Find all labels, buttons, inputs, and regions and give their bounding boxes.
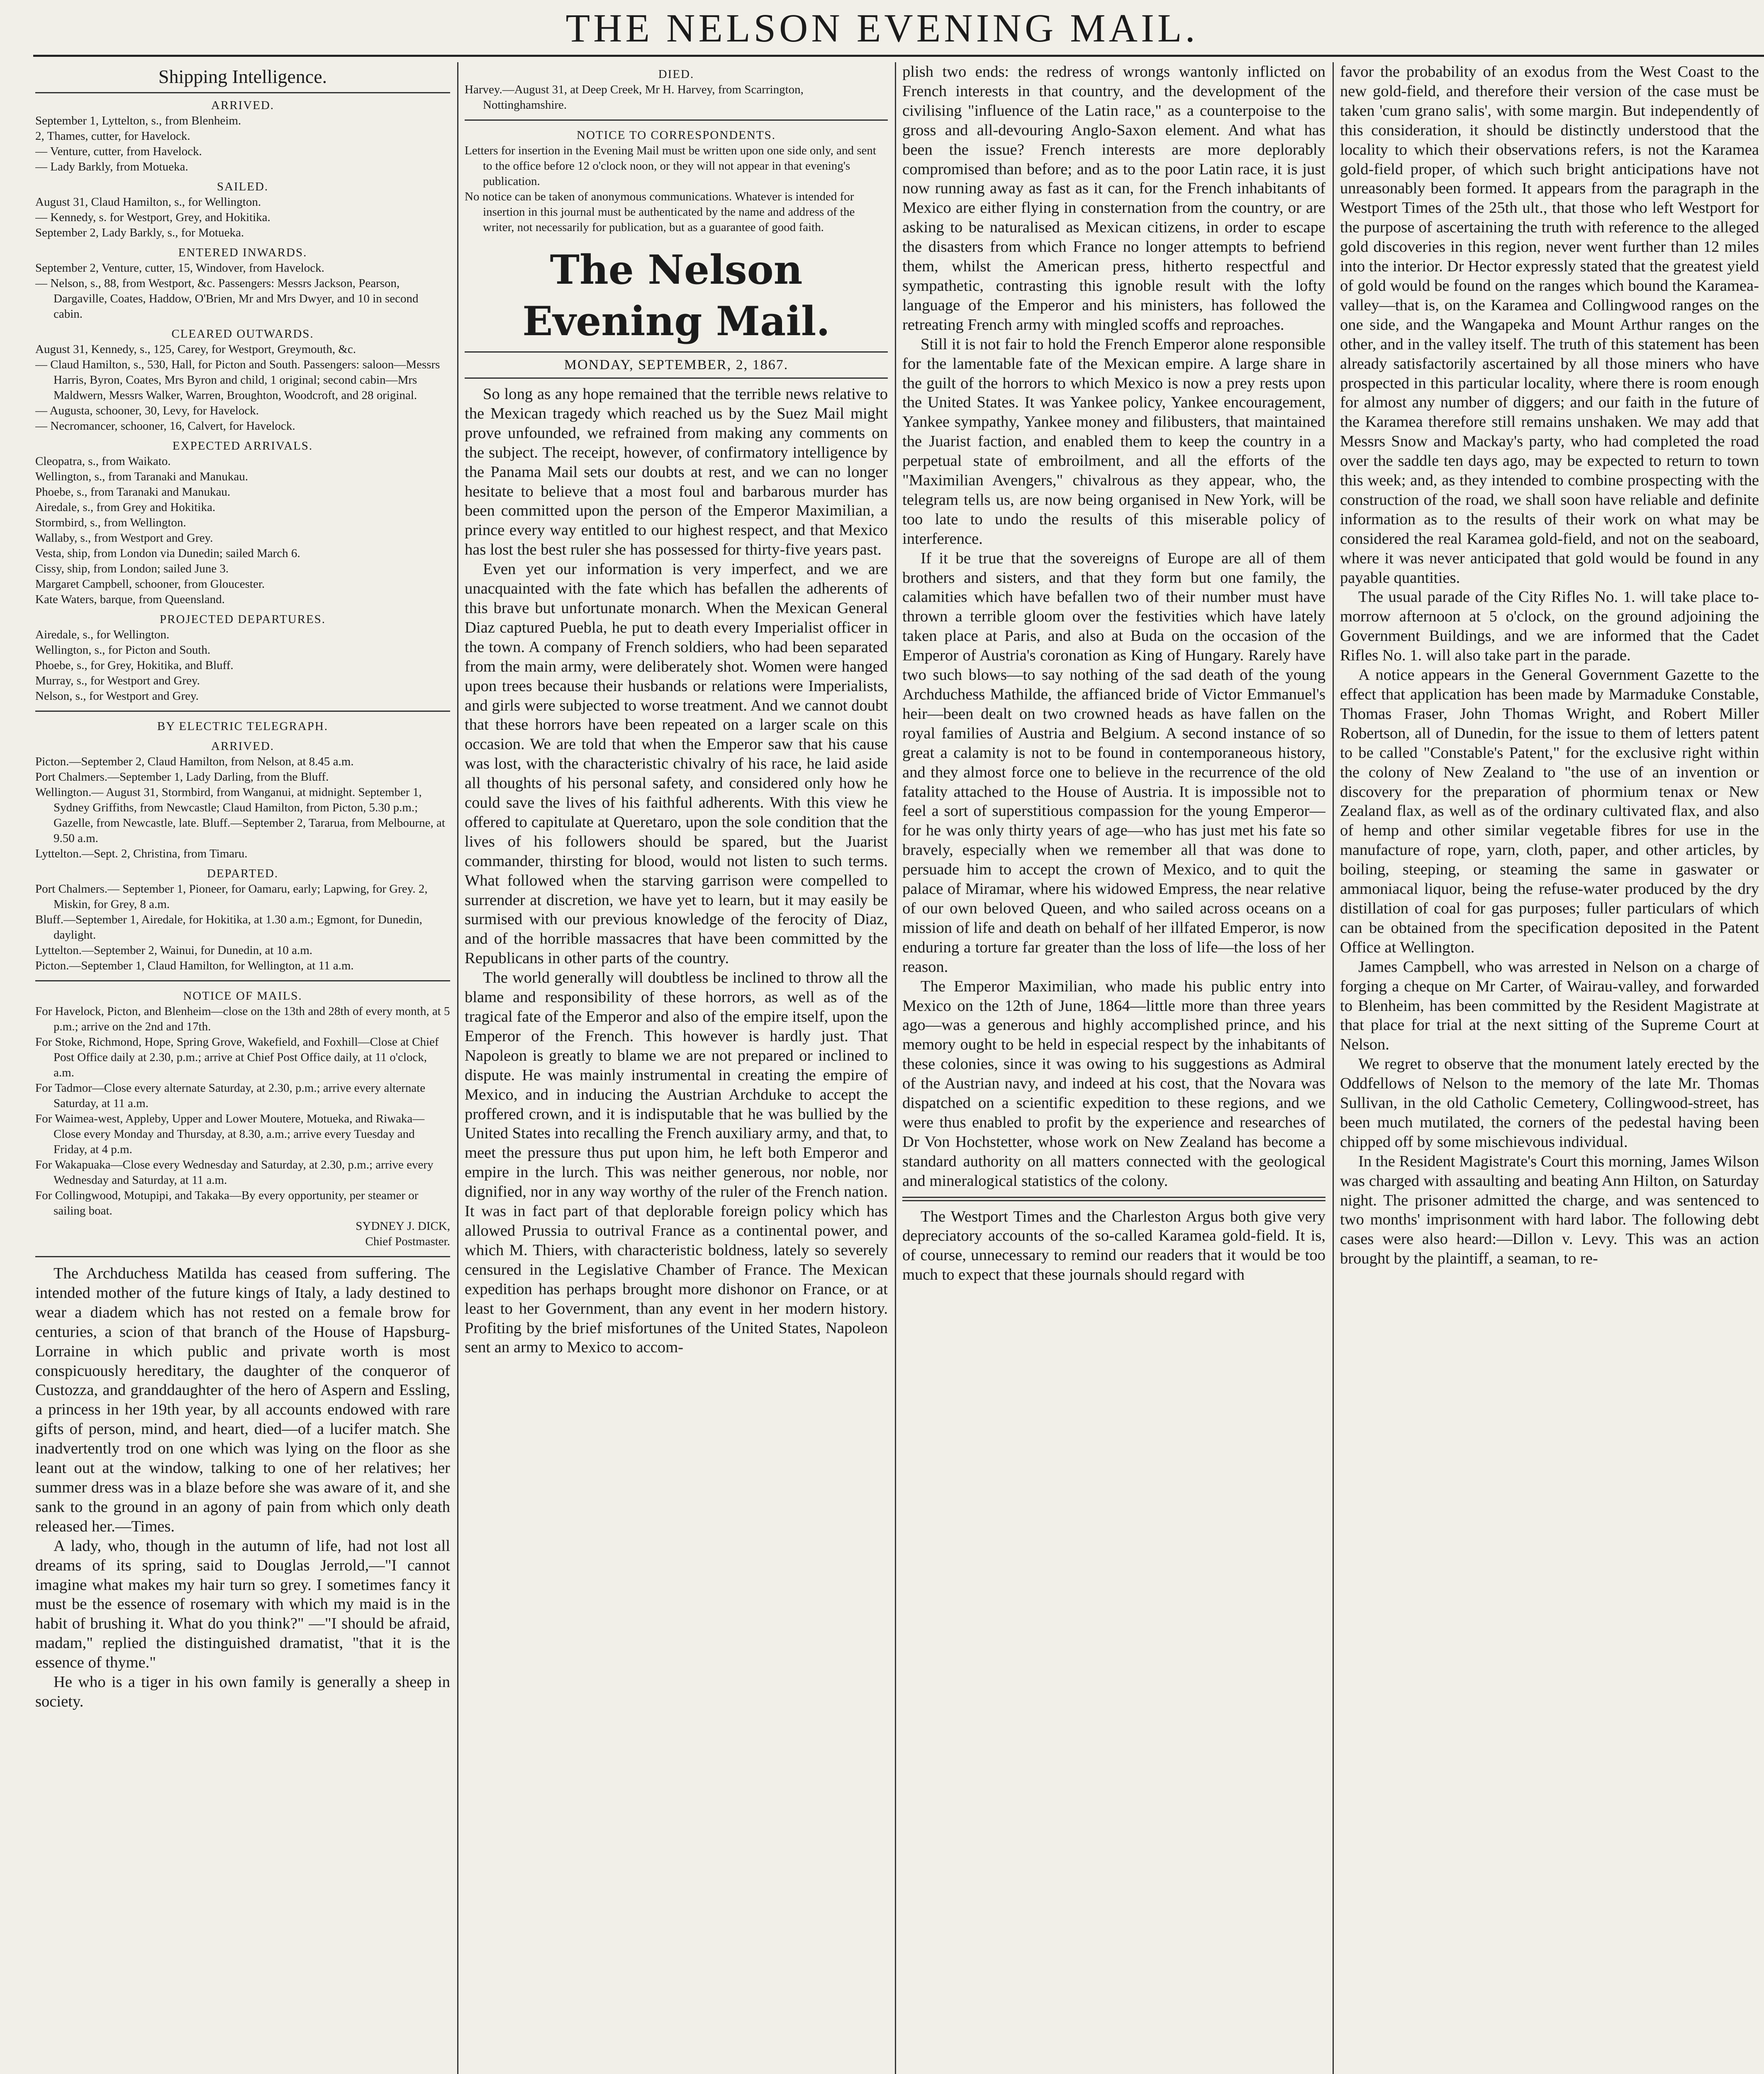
double-divider	[902, 1197, 1325, 1201]
paragraph: The Archduchess Matilda has ceased from suffering. The intended mother of the future kings of Italy, a lady destined to wear a diadem which has not rested on a female brow for centuries, a scion of that branch of the House of Hapsburg-Lorraine in which public and private worth is most conspicuously hereditary, the daughter of the conqueror of Custozza, and granddaughter of the hero of Aspern and Essling, a princess in her 19th year, by all accounts endowed with rare gifts of person, mind, and heart, died—of a lucifer match. She inadvertently trod on one which was lying on the floor as she leant out at the window, talking to one of her relatives; her summer dress was in a blaze before she was aware of it, and she sank to the ground in an agony of pain from which only death released her.—Times.	[35, 1265, 450, 1535]
small-entry: Cissy, ship, from London; sailed June 3.	[35, 562, 229, 575]
small-entry: Phoebe, s., for Grey, Hokitika, and Bluff.	[35, 659, 234, 672]
small-entry: — Claud Hamilton, s., 530, Hall, for Picton and South. Passengers: saloon—Messrs Harris, Byron, Coates, Mrs Byron and child, 1 original; second cabin—Mrs Maldwern, Messrs Walker, Warren, Broughton, Woodcroft, and 28 original.	[35, 358, 440, 402]
small-entry: Phoebe, s., from Taranaki and Manukau.	[35, 485, 231, 499]
small-entry: Murray, s., for Westport and Grey.	[35, 674, 200, 687]
subheading: DIED.	[658, 68, 694, 81]
paragraph: In the Resident Magistrate's Court this morning, James Wilson was charged with assaulting and beating Ann Hilton, on Saturday night. The prisoner admitted the charge, and was sentenced to two months' imprisonment with hard labor. The following debt cases were also heard:—Dillon v. Levy. This was an action brought by the plaintiff, a seaman, to re-	[1340, 1152, 1759, 1268]
subheading: PROJECTED DEPARTURES.	[159, 613, 326, 626]
small-entry: Port Chalmers.—September 1, Lady Darling, from the Bluff.	[35, 770, 329, 784]
paragraph: A notice appears in the General Government Gazette to the effect that application has been made by Marmaduke Constable, Thomas Fraser, John Thomas Wright, and Robert Miller Robertson, all of Dunedin, for the issue to them of letters patent to be called "Constable's Patent," for the exclusive right within the colony of New Zealand to "the use of an invention or discovery for the preparation of phormium tenax or New Zealand flax, as well as of the ordinary cultivated flax, and also of hemp and other similar vegetable fibres for use in the manufacture of rope, yarn, cloth, paper, and other articles, by boiling, steeping, or steaming the same in gaswater or ammoniacal liquor, being the refuse-water produced by the dry distillation of coal for gas purposes; fuller particulars of which can be obtained from the specification deposited in the Patent Office at Wellington.	[1340, 666, 1759, 956]
small-entry: September 2, Venture, cutter, 15, Windover, from Havelock.	[35, 261, 324, 275]
small-entry: — Necromancer, schooner, 16, Calvert, for Havelock.	[35, 419, 295, 433]
column-4	[1340, 62, 1759, 2074]
subheading: ARRIVED.	[211, 99, 275, 112]
paragraph: Even yet our information is very imperfect, and we are unacquainted with the fate which has befallen the adherents of this brave but unfortunate monarch. When the Mexican General Diaz captured Puebla, he put to death every Imperialist officer in the town. A company of French soldiers, who had been separated from the main army, were deliberately shot. Women were hanged upon trees because their husbands or relations were Imperialists, and girls were subjected to worse treatment. And we cannot doubt that these horrors have been repeated on a larger scale on this occasion. We are told that when the Emperor saw that his cause was lost, with the characteristic chivalry of his race, he laid aside all thoughts of his personal safety, and considered only how he could save the lives of his faithful adherents. With this view he offered to capitulate at Queretaro, upon the sole condition that the lives of his followers should be spared, but the Juarist commander, thirsting for blood, would not listen to such terms. What followed when the starving garrison were compelled to surrender at discretion, we have yet to learn, but it may easily be surmised with our previous knowledge of the ferocity of Diaz, and of the horrible massacres that have been committed by the Republicans in other parts of the country.	[465, 560, 888, 967]
subheading: BY ELECTRIC TELEGRAPH.	[157, 720, 329, 733]
small-entry: Harvey.—August 31, at Deep Creek, Mr H. Harvey, from Scarrington, Nottinghamshire.	[465, 83, 804, 112]
small-entry: September 2, Lady Barkly, s., for Motueka.	[35, 226, 244, 239]
small-entry: No notice can be taken of anonymous communications. Whatever is intended for insertion in this journal must be authenticated by the name and address of the writer, not necessarily for publication, but as a guarantee of good faith.	[465, 190, 855, 234]
small-entry: Wellington, s., for Picton and South.	[35, 643, 211, 657]
divider	[465, 119, 888, 121]
column-divider	[895, 62, 896, 2074]
paragraph: The usual parade of the City Rifles No. 1. will take place to-morrow afternoon at 5 o'clock, on the ground adjoining the Government Buildings, and we are informed that the Cadet Rifles No. 1. will also take part in the parade.	[1340, 588, 1759, 665]
dateline: MONDAY, SEPTEMBER, 2, 1867.	[465, 351, 888, 379]
paragraph: We regret to observe that the monument lately erected by the Oddfellows of Nelson to the memory of the late Mr. Thomas Sullivan, in the old Catholic Cemetery, Collingwood-street, has been much mutilated, the corners of the pedestal having been chipped off by some mischievous individual.	[1340, 1055, 1759, 1151]
small-entry: — Venture, cutter, from Havelock.	[35, 145, 202, 158]
column-3	[902, 62, 1325, 2074]
column-2	[465, 62, 888, 2074]
subheading: ARRIVED.	[211, 740, 275, 753]
paragraph: He who is a tiger in his own family is generally a sheep in society.	[35, 1673, 450, 1710]
signature-line: SYDNEY J. DICK,	[356, 1220, 450, 1233]
paragraph: The Westport Times and the Charleston Argus both give very depreciatory accounts of the so-called Karamea gold-field. It is, of course, unnecessary to remind our readers that it would be too much to expect that these journals should regard with	[902, 1207, 1325, 1284]
column-divider	[1333, 62, 1334, 2074]
small-entry: Nelson, s., for Westport and Grey.	[35, 689, 199, 703]
small-entry: Bluff.—September 1, Airedale, for Hokitika, at 1.30 a.m.; Egmont, for Dunedin, daylight.	[35, 913, 422, 942]
small-entry: 2, Thames, cutter, for Havelock.	[35, 129, 190, 143]
small-entry: Wellington.— August 31, Stormbird, from Wanganui, at midnight. September 1, Sydney Griffiths, from Newcastle; Claud Hamilton, from Picton, 5.30 p.m.; Gazelle, from Newcastle, late. Bluff.—September 2, Tararua, from Melbourne, at 9.50 a.m.	[35, 786, 445, 845]
small-entry: For Stoke, Richmond, Hope, Spring Grove, Wakefield, and Foxhill—Close at Chief Post Office daily at 2.30, p.m.; arrive at Chief Post Office daily, at 11 o'clock, a.m.	[35, 1035, 439, 1079]
small-entry: — Lady Barkly, from Motueka.	[35, 160, 188, 173]
paragraph: favor the probability of an exodus from the West Coast to the new gold-field, and therefore their version of the case must be taken 'cum grano salis', with some margin. But independently of this consideration, it should be distinctly understood that the locality to which their observations refers, is not the Karamea gold-field proper, of which such bright anticipations have not unreasonably been formed. It appears from the paragraph in the Westport Times of the 25th ult., that those who left Westport for the purpose of ascertaining the truth with reference to the alleged gold discoveries in this region, never went further than 12 miles into the interior. Dr Hector expressly stated that the greatest yield of gold would be found on the ranges which bound the Karamea-valley—that is, on the Karamea and Collingwood ranges on the one side, and the Wangapeka and Mount Arthur ranges on the other, and in the valley itself. The truth of this statement has been already satisfactorily ascertained by all those miners who have prospected in this particular locality, where there is room enough for almost any number of diggers; and our faith in the future of the Karamea therefore still remains unshaken. We may add that Messrs Snow and Mackay's party, who had completed the road over the saddle ten days ago, may be expected to return to town this week; and, as they intended to combine prospecting with the construction of the road, we shall soon have reliable and definite information as to the results of their work on what may be considered the real Karamea gold-field, and not on the seaboard, where it was never anticipated that gold would be found in any payable quantities.	[1340, 63, 1759, 587]
small-entry: Vesta, ship, from London via Dunedin; sailed March 6.	[35, 547, 300, 560]
small-entry: For Collingwood, Motupipi, and Takaka—By every opportunity, per steamer or sailing boat.	[35, 1189, 419, 1217]
small-entry: Margaret Campbell, schooner, from Gloucester.	[35, 577, 265, 591]
paragraph: The world generally will doubtless be inclined to throw all the blame and responsibility of these horrors, as well as of the tragical fate of the Emperor and also of the empire itself, upon the Emperor of the French. This however is hardly just. That Napoleon is greatly to blame we are not prepared or inclined to dispute. He was mainly instrumental in creating the empire of Mexico, and in inducing the Austrian Archduke to accept the proffered crown, and it is indisputable that he was bullied by the United States into recalling the French auxiliary army, and that, to meet the pressure thus put upon him, he left both Emperor and empire in the lurch. This was neither generous, nor noble, nor dignified, nor in any way worthy of the ruler of the French nation. It was in fact part of that deplorable foreign policy which has allowed Prussia to outrival France as a continental power, and which M. Thiers, with characteristic boldness, lately so severely censured in the Legislative Chamber of France. The Mexican expedition has perhaps brought more dishonor on France, or at least to her Government, than any event in her modern history. Profiting by the brief misfortunes of the United States, Napoleon sent an army to Mexico to accom-	[465, 969, 888, 1356]
subheading: CLEARED OUTWARDS.	[171, 327, 314, 341]
small-entry: Picton.—September 2, Claud Hamilton, from Nelson, at 8.45 a.m.	[35, 755, 354, 768]
small-entry: Cleopatra, s., from Waikato.	[35, 455, 171, 468]
small-entry: Stormbird, s., from Wellington.	[35, 516, 186, 529]
newspaper-title: The Nelson Evening Mail.	[522, 246, 830, 345]
small-entry: Picton.—September 1, Claud Hamilton, for Wellington, at 11 a.m.	[35, 959, 354, 972]
small-entry: August 31, Kennedy, s., 125, Carey, for Westport, Greymouth, &c.	[35, 343, 356, 356]
masthead: THE NELSON EVENING MAIL.	[565, 6, 1199, 50]
paragraph: plish two ends: the redress of wrongs wantonly inflicted on French interests in that country, and the development of the civilising "influence of the Latin race," as a counterpoise to the gross and all-devouring Anglo-Saxon element. And what has been the issue? French interests are more deplorably compromised than before; and as to the poor Latin race, it is just now running away as fast as it can, for the French inhabitants of Mexico are either flying in consternation from the country, or are asking to be naturalised as Mexican citizens, in order to escape the disasters from which France no longer attempts to befriend them, whilst the American press, hitherto respectful and sympathetic, contrasting this ignoble result with the lofty language of the Emperor and his ministers, has followed the retreating French army with mingled scoffs and reproaches.	[902, 63, 1325, 333]
small-entry: Letters for insertion in the Evening Mail must be written upon one side only, and sent to the office before 12 o'clock noon, or they will not appear in that evening's publication.	[465, 144, 876, 188]
small-entry: For Tadmor—Close every alternate Saturday, at 2.30, p.m.; arrive every alternate Saturday, at 11 a.m.	[35, 1081, 426, 1110]
small-entry: September 1, Lyttelton, s., from Blenheim.	[35, 114, 241, 127]
paragraph: So long as any hope remained that the terrible news relative to the Mexican tragedy which reached us by the Suez Mail might prove unfounded, we refrained from making any comments on the subject. The receipt, however, of confirmatory intelligence by the Panama Mail sets our doubts at rest, and we can no longer hesitate to believe that a most foul and barbarous murder has been committed upon the person of the Emperor Maximilian, a prince every way entitled to our highest respect, and that Mexico has lost the best ruler she has possessed for thirty-five years past.	[465, 385, 888, 559]
small-entry: For Wakapuaka—Close every Wednesday and Saturday, at 2.30, p.m.; arrive every Wednesday and Saturday, at 11 a.m.	[35, 1158, 434, 1187]
paragraph: The Emperor Maximilian, who made his public entry into Mexico on the 12th of June, 1864—little more than three years ago—was a generous and highly accomplished prince, and his memory ought to be held in especial respect by the inhabitants of these colonies, since it was owing to his suggestions as Admiral of the Austrian navy, and indeed at his cost, that the Novara was dispatched on a scientific expedition to these regions, and we were thus enabled to profit by the experience and researches of Dr Von Hochstetter, whose work on New Zealand has become a standard authority on all matters connected with the geological and mineralogical statistics of the colony.	[902, 977, 1325, 1190]
subheading: ENTERED INWARDS.	[178, 246, 307, 259]
paragraph: James Campbell, who was arrested in Nelson on a charge of forging a cheque on Mr Carter, of Wairau-valley, and forwarded to Blenheim, has been committed by the Resident Magistrate at that place for trial at the next sitting of the Supreme Court at Nelson.	[1340, 958, 1759, 1054]
small-entry: Lyttelton.—Sept. 2, Christina, from Timaru.	[35, 847, 248, 860]
paragraph: A lady, who, though in the autumn of life, had not lost all dreams of its spring, said to Douglas Jerrold,—"I cannot imagine what makes my hair turn so grey. I sometimes fancy it must be the essence of rosemary with which my maid is in the habit of brushing it. What do you think?" —"I should be afraid, madam," replied the distinguished dramatist, "that it is the essence of thyme."	[35, 1537, 450, 1672]
small-entry: For Waimea-west, Appleby, Upper and Lower Moutere, Motueka, and Riwaka—Close every Monday and Thursday, at 8.30, a.m.; arrive every Tuesday and Friday, at 4 p.m.	[35, 1112, 425, 1156]
subheading: EXPECTED ARRIVALS.	[172, 439, 313, 453]
small-entry: — Augusta, schooner, 30, Levy, for Havelock.	[35, 404, 259, 417]
column-divider	[457, 62, 458, 2074]
column-1	[35, 62, 450, 2074]
subheading: SAILED.	[217, 180, 269, 193]
small-entry: August 31, Claud Hamilton, s., for Wellington.	[35, 195, 261, 209]
small-entry: Airedale, s., from Grey and Hokitika.	[35, 501, 216, 514]
divider	[35, 980, 450, 981]
subheading: DEPARTED.	[207, 867, 279, 880]
paragraph: If it be true that the sovereigns of Europe are all of them brothers and sisters, and that they form but one family, the calamities which have befallen two of their number must have thrown a terrible gloom over the festivities which have lately taken place at Paris, and also at Buda on the occasion of the Emperor of Austria's coronation as King of Hungary. Rarely have two such blows—to say nothing of the sad death of the young Archduchess Mathilde, the affianced bride of Victor Emmanuel's heir—been dealt on two crowned heads as have fallen on the royal families of Austria and Belgium. A second instance of so great a calamity is not to be found in contemporaneous history, and they almost force one to believe in the recurrence of the old fatality attached to the House of Austria. It is impossible not to feel a sort of superstitious compassion for the young Emperor—for he was only thirty years of age—who has just met his fate so bravely, especially when we remember all that was done to persuade him to accept the crown of Mexico, and to quit the palace of Miramar, where his widowed Empress, the near relative of our own beloved Queen, and who sailed across oceans on a mission of life and death on behalf of her illfated Emperor, is now enduring a torture far greater than the loss of life—the loss of her reason.	[902, 549, 1325, 976]
section-heading: Shipping Intelligence.	[35, 65, 450, 93]
small-entry: — Kennedy, s. for Westport, Grey, and Hokitika.	[35, 211, 270, 224]
small-entry: Port Chalmers.— September 1, Pioneer, for Oamaru, early; Lapwing, for Grey. 2, Miskin, for Grey, 8 a.m.	[35, 882, 428, 911]
subheading: NOTICE TO CORRESPONDENTS.	[577, 129, 776, 142]
small-entry: For Havelock, Picton, and Blenheim—close on the 13th and 28th of every month, at 5 p.m.; arrive on the 2nd and 17th.	[35, 1005, 450, 1033]
small-entry: Wellington, s., from Taranaki and Manukau.	[35, 470, 248, 483]
signature-line: Chief Postmaster.	[365, 1235, 450, 1248]
paragraph: Still it is not fair to hold the French Emperor alone responsible for the lamentable fate of the Mexican empire. A large share in the guilt of the horrors to which Mexico is now a prey rests upon the United States. It was Yankee policy, Yankee encouragement, Yankee sympathy, Yankee money and filibusters, that maintained the Juarist faction, and enabled them to keep the country in a perpetual state of embroilment, and all the efforts of the "Maximilian Avengers," chivalrous as they appear, who, the telegram tells us, are now being organised in New York, will be too late to undo the results of this miserable policy of interference.	[902, 335, 1325, 548]
small-entry: — Nelson, s., 88, from Westport, &c. Passengers: Messrs Jackson, Pearson, Dargaville, Coates, Haddow, O'Brien, Mr and Mrs Dwyer, and 10 in second cabin.	[35, 277, 419, 321]
divider	[35, 1256, 450, 1257]
small-entry: Kate Waters, barque, from Queensland.	[35, 593, 225, 606]
divider	[35, 711, 450, 712]
masthead-rule	[33, 55, 1764, 57]
small-entry: Airedale, s., for Wellington.	[35, 628, 170, 641]
small-entry: Lyttelton.—September 2, Wainui, for Dunedin, at 10 a.m.	[35, 944, 313, 957]
subheading: NOTICE OF MAILS.	[183, 989, 302, 1003]
small-entry: Wallaby, s., from Westport and Grey.	[35, 531, 213, 545]
